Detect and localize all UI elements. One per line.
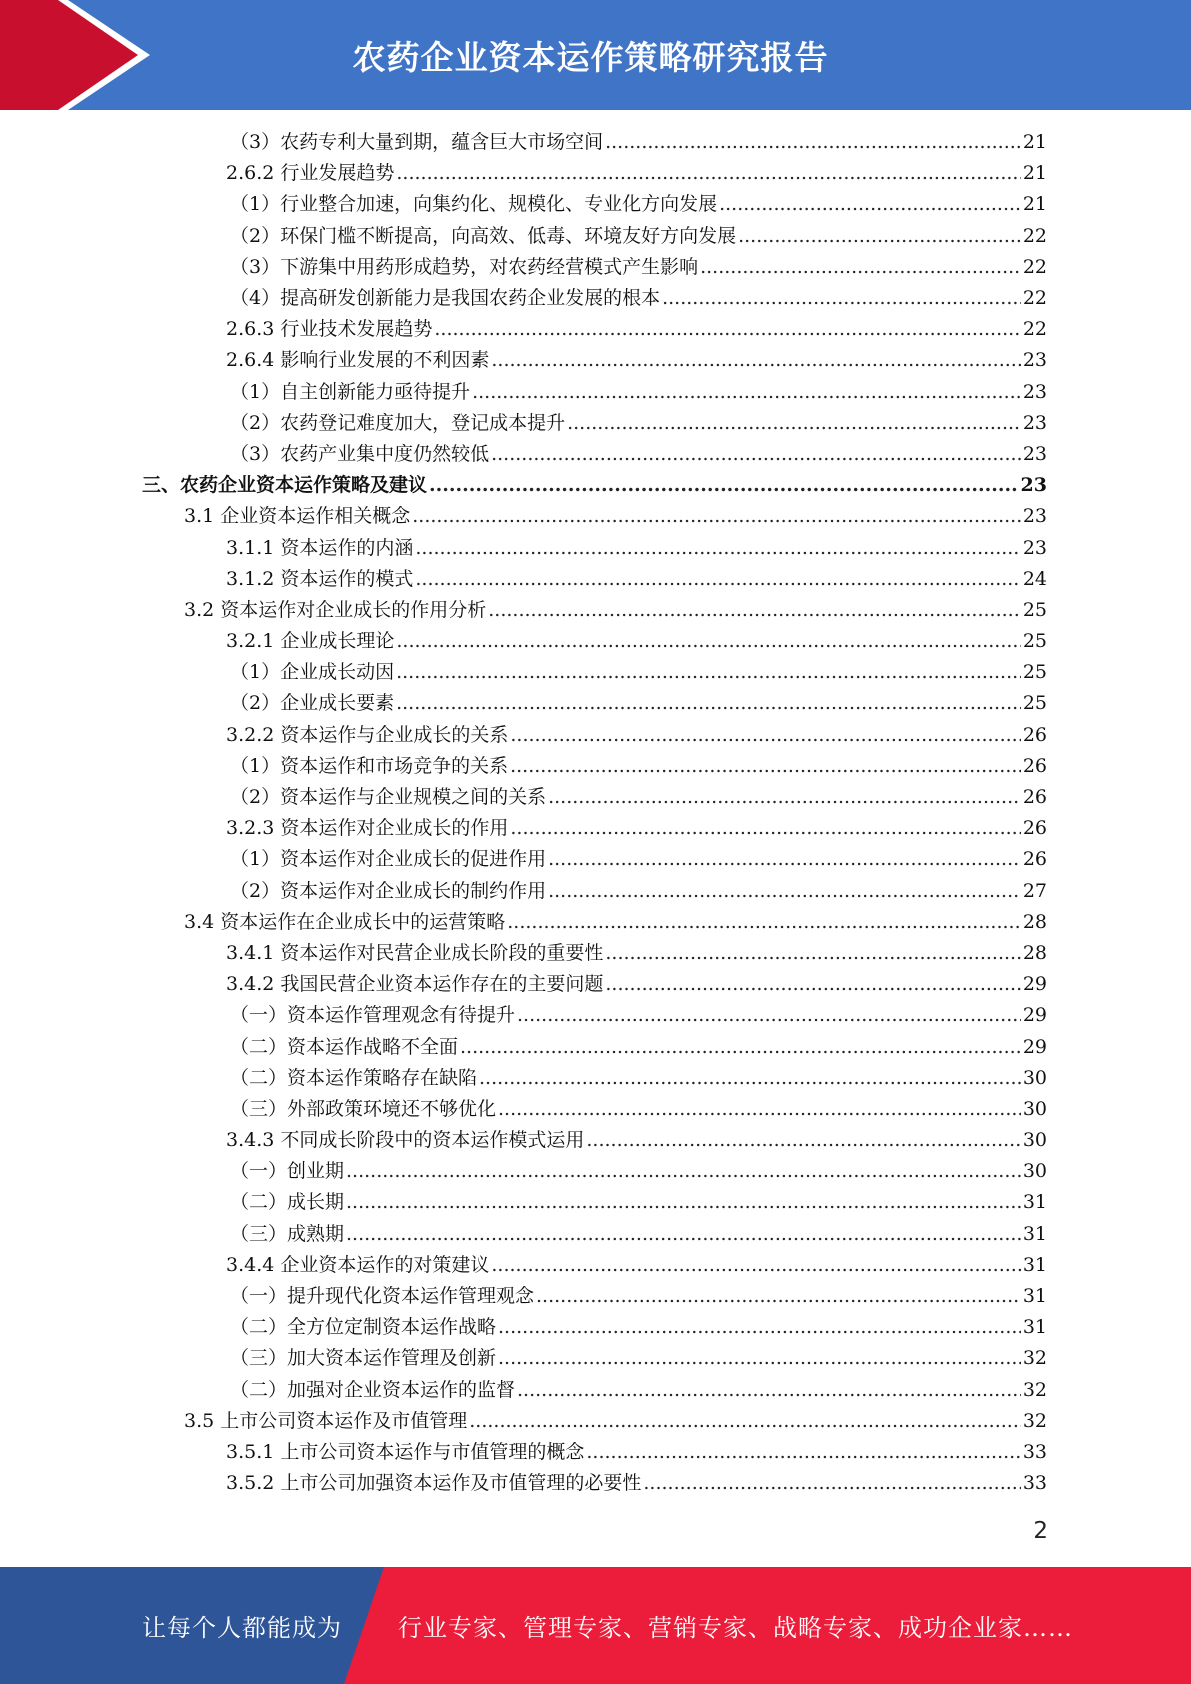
toc-entry-label: 3.5.2 上市公司加强资本运作及市值管理的必要性 <box>226 1472 642 1495</box>
toc-entry-page: 32 <box>1022 1347 1047 1370</box>
toc-leader-dots <box>700 252 1021 283</box>
toc-entry-page: 30 <box>1022 1129 1047 1152</box>
toc-entry-page: 23 <box>1022 505 1047 528</box>
toc-entry-page: 33 <box>1022 1440 1047 1463</box>
toc-entry[interactable] <box>0 813 1191 844</box>
toc-entry-label: （3）下游集中用药形成趋势，对农药经营模式产生影响 <box>230 255 699 278</box>
toc-entry[interactable] <box>0 844 1191 875</box>
toc-entry-label: （二）资本运作策略存在缺陷 <box>230 1066 478 1089</box>
toc-entry-page: 32 <box>1022 1378 1047 1401</box>
toc-entry-page: 23 <box>1022 349 1047 372</box>
toc-entry-label: （1）资本运作对企业成长的促进作用 <box>230 848 547 871</box>
toc-entry-page: 29 <box>1022 1035 1047 1058</box>
toc-entry-page: 23 <box>1022 380 1047 403</box>
toc-entry-page: 26 <box>1022 723 1047 746</box>
toc-entry-label: 3.1.1 资本运作的内涵 <box>226 536 414 559</box>
toc-entry[interactable] <box>0 688 1191 719</box>
toc-entry-label: （2）企业成长要素 <box>230 692 395 715</box>
toc-entry-label: （1）资本运作和市场竞争的关系 <box>230 754 509 777</box>
toc-entry-label: 3.2.1 企业成长理论 <box>226 630 395 653</box>
toc-leader-dots <box>719 189 1021 220</box>
toc-entry[interactable] <box>0 1187 1191 1218</box>
toc-entry[interactable] <box>0 1312 1191 1343</box>
toc-entry-page: 29 <box>1022 973 1047 996</box>
toc-entry[interactable] <box>0 657 1191 688</box>
toc-entry[interactable] <box>0 1000 1191 1031</box>
toc-entry-page: 30 <box>1022 1066 1047 1089</box>
toc-entry[interactable] <box>0 158 1191 189</box>
toc-entry-page: 29 <box>1022 1004 1047 1027</box>
toc-entry[interactable] <box>0 876 1191 907</box>
toc-entry-page: 23 <box>1022 536 1047 559</box>
toc-entry-label: 3.5 上市公司资本运作及市值管理 <box>184 1409 468 1432</box>
toc-entry[interactable] <box>0 969 1191 1000</box>
toc-entry-page: 22 <box>1022 255 1047 278</box>
toc-entry[interactable] <box>0 595 1191 626</box>
toc-leader-dots <box>434 314 1020 345</box>
toc-entry[interactable] <box>0 1437 1191 1468</box>
toc-entry-label: （一）提升现代化资本运作管理观念 <box>230 1285 535 1308</box>
toc-entry-label: 3.1 企业资本运作相关概念 <box>184 505 411 528</box>
toc-leader-dots <box>346 1219 1021 1250</box>
toc-entry-page: 23 <box>1020 474 1047 497</box>
toc-entry[interactable] <box>0 1219 1191 1250</box>
toc-leader-dots <box>605 127 1021 158</box>
toc-leader-dots <box>507 907 1021 938</box>
toc-entry-page: 26 <box>1022 754 1047 777</box>
toc-leader-dots <box>498 1094 1021 1125</box>
toc-entry-label: 3.4.2 我国民营企业资本运作存在的主要问题 <box>226 973 604 996</box>
toc-leader-dots <box>491 345 1020 376</box>
toc-entry-page: 23 <box>1022 442 1047 465</box>
toc-entry-page: 25 <box>1022 692 1047 715</box>
toc-entry-page: 30 <box>1022 1160 1047 1183</box>
toc-entry[interactable] <box>0 782 1191 813</box>
toc-entry-page: 26 <box>1022 817 1047 840</box>
toc-leader-dots <box>510 720 1020 751</box>
toc-entry[interactable] <box>0 751 1191 782</box>
toc-leader-dots <box>396 158 1020 189</box>
toc-entry[interactable] <box>0 1156 1191 1187</box>
toc-leader-dots <box>548 844 1021 875</box>
toc-entry-page: 25 <box>1022 630 1047 653</box>
toc-entry[interactable] <box>0 1343 1191 1374</box>
toc-entry-label: （1）自主创新能力亟待提升 <box>230 380 471 403</box>
toc-leader-dots <box>346 1187 1021 1218</box>
toc-entry-page: 31 <box>1022 1285 1047 1308</box>
footer-slogan-left: 让每个人都能成为 <box>142 1614 342 1642</box>
toc-entry-label: 3.2.2 资本运作与企业成长的关系 <box>226 723 509 746</box>
toc-leader-dots <box>498 1343 1021 1374</box>
toc-leader-dots <box>479 1063 1021 1094</box>
toc-entry-page: 30 <box>1022 1097 1047 1120</box>
toc-entry-label: 三、农药企业资本运作策略及建议 <box>142 474 428 497</box>
toc-leader-dots <box>517 1000 1021 1031</box>
toc-entry[interactable] <box>0 1281 1191 1312</box>
toc-entry-page: 25 <box>1022 661 1047 684</box>
toc-entry-label: 3.2.3 资本运作对企业成长的作用 <box>226 817 509 840</box>
toc-entry-label: （3）农药专利大量到期，蕴含巨大市场空间 <box>230 131 604 154</box>
toc-leader-dots <box>548 876 1021 907</box>
toc-leader-dots <box>586 1125 1020 1156</box>
toc-leader-dots <box>662 283 1021 314</box>
toc-leader-dots <box>605 969 1020 1000</box>
toc-entry[interactable] <box>0 252 1191 283</box>
toc-entry[interactable] <box>0 127 1191 158</box>
toc-entry-page: 26 <box>1022 848 1047 871</box>
toc-entry[interactable] <box>0 377 1191 408</box>
toc-entry-page: 31 <box>1022 1191 1047 1214</box>
toc-entry[interactable] <box>0 626 1191 657</box>
toc-entry[interactable] <box>0 1125 1191 1156</box>
toc-entry-page: 31 <box>1022 1316 1047 1339</box>
toc-entry-label: （2）资本运作与企业规模之间的关系 <box>230 786 547 809</box>
toc-entry-label: （二）资本运作战略不全面 <box>230 1035 459 1058</box>
toc-leader-dots <box>469 1406 1021 1437</box>
toc-entry-label: （三）加大资本运作管理及创新 <box>230 1347 497 1370</box>
toc-entry-page: 25 <box>1022 598 1047 621</box>
toc-leader-dots <box>429 470 1019 501</box>
toc-entry[interactable] <box>0 1406 1191 1437</box>
toc-leader-dots <box>415 533 1020 564</box>
report-title: 农药企业资本运作策略研究报告 <box>352 37 829 77</box>
toc-entry-page: 28 <box>1022 941 1047 964</box>
toc-entry-label: 2.6.3 行业技术发展趋势 <box>226 318 433 341</box>
toc-entry[interactable] <box>0 283 1191 314</box>
toc-leader-dots <box>548 782 1021 813</box>
toc-entry-label: （3）农药产业集中度仍然较低 <box>230 442 490 465</box>
toc-entry-label: 3.1.2 资本运作的模式 <box>226 567 414 590</box>
toc-leader-dots <box>738 221 1021 252</box>
toc-leader-dots <box>415 564 1020 595</box>
toc-entry-page: 31 <box>1022 1253 1047 1276</box>
toc-leader-dots <box>567 408 1021 439</box>
toc-entry-label: （一）资本运作管理观念有待提升 <box>230 1004 516 1027</box>
toc-entry-page: 24 <box>1022 567 1047 590</box>
toc-leader-dots <box>412 501 1021 532</box>
toc-entry[interactable] <box>0 1375 1191 1406</box>
toc-leader-dots <box>498 1312 1021 1343</box>
toc-entry-page: 26 <box>1022 786 1047 809</box>
toc-entry-label: （三）成熟期 <box>230 1222 345 1245</box>
toc-entry[interactable] <box>0 501 1191 532</box>
toc-entry-label: （一）创业期 <box>230 1160 345 1183</box>
toc-entry-label: （2）资本运作对企业成长的制约作用 <box>230 879 547 902</box>
toc-entry-page: 22 <box>1022 287 1047 310</box>
toc-leader-dots <box>536 1281 1021 1312</box>
toc-entry-page: 21 <box>1022 131 1047 154</box>
toc-entry[interactable] <box>0 314 1191 345</box>
toc-entry-page: 22 <box>1022 318 1047 341</box>
toc-entry[interactable] <box>0 189 1191 220</box>
red-arrow-decoration <box>0 0 150 110</box>
toc-entry-label: 3.4.1 资本运作对民营企业成长阶段的重要性 <box>226 941 604 964</box>
toc-entry-page: 33 <box>1022 1472 1047 1495</box>
toc-entry[interactable] <box>0 470 1191 501</box>
toc-entry[interactable] <box>0 1094 1191 1125</box>
toc-entry-label: （2）农药登记难度加大，登记成本提升 <box>230 411 566 434</box>
toc-entry[interactable] <box>0 221 1191 252</box>
toc-entry[interactable] <box>0 907 1191 938</box>
toc-entry-page: 23 <box>1022 411 1047 434</box>
toc-entry-label: 3.4 资本运作在企业成长中的运营策略 <box>184 910 506 933</box>
toc-entry-label: 3.4.3 不同成长阶段中的资本运作模式运用 <box>226 1129 585 1152</box>
toc-leader-dots <box>396 626 1020 657</box>
toc-leader-dots <box>491 439 1021 470</box>
toc-entry-label: 3.2 资本运作对企业成长的作用分析 <box>184 598 487 621</box>
toc-leader-dots <box>605 938 1020 969</box>
toc-entry-page: 21 <box>1022 162 1047 185</box>
toc-entry[interactable] <box>0 439 1191 470</box>
toc-leader-dots <box>472 377 1021 408</box>
table-of-contents <box>0 127 1191 1499</box>
toc-entry-page: 32 <box>1022 1409 1047 1432</box>
toc-entry[interactable] <box>0 1063 1191 1094</box>
toc-entry-label: 3.5.1 上市公司资本运作与市值管理的概念 <box>226 1440 585 1463</box>
toc-entry-label: （二）全方位定制资本运作战略 <box>230 1316 497 1339</box>
toc-leader-dots <box>643 1468 1020 1499</box>
toc-entry-label: （二）成长期 <box>230 1191 345 1214</box>
toc-leader-dots <box>396 657 1021 688</box>
toc-entry-label: （二）加强对企业资本运作的监督 <box>230 1378 516 1401</box>
toc-leader-dots <box>510 751 1021 782</box>
toc-entry[interactable] <box>0 345 1191 376</box>
toc-entry-page: 22 <box>1022 224 1047 247</box>
page-number: 2 <box>1033 1518 1048 1544</box>
toc-leader-dots <box>517 1375 1021 1406</box>
toc-leader-dots <box>510 813 1020 844</box>
toc-leader-dots <box>586 1437 1020 1468</box>
toc-leader-dots <box>460 1032 1021 1063</box>
toc-entry-label: 3.4.4 企业资本运作的对策建议 <box>226 1253 490 1276</box>
toc-entry-label: （2）环保门槛不断提高，向高效、低毒、环境友好方向发展 <box>230 224 737 247</box>
toc-entry-page: 27 <box>1022 879 1047 902</box>
toc-leader-dots <box>396 688 1021 719</box>
toc-entry-label: （1）行业整合加速，向集约化、规模化、专业化方向发展 <box>230 193 718 216</box>
toc-leader-dots <box>488 595 1021 626</box>
toc-entry[interactable] <box>0 1468 1191 1499</box>
page-header <box>0 0 1191 110</box>
toc-entry-label: （4）提高研发创新能力是我国农药企业发展的根本 <box>230 287 661 310</box>
toc-entry-label: 2.6.2 行业发展趋势 <box>226 162 395 185</box>
toc-entry-label: （三）外部政策环境还不够优化 <box>230 1097 497 1120</box>
toc-entry[interactable] <box>0 938 1191 969</box>
toc-entry[interactable] <box>0 1250 1191 1281</box>
toc-entry-page: 28 <box>1022 910 1047 933</box>
toc-entry[interactable] <box>0 532 1191 563</box>
toc-entry-page: 31 <box>1022 1222 1047 1245</box>
toc-entry-label: 2.6.4 影响行业发展的不利因素 <box>226 349 490 372</box>
toc-leader-dots <box>491 1250 1020 1281</box>
page-footer <box>0 1567 1191 1684</box>
toc-entry-label: （1）企业成长动因 <box>230 661 395 684</box>
toc-entry[interactable] <box>0 1031 1191 1062</box>
toc-entry[interactable] <box>0 408 1191 439</box>
toc-entry-page: 21 <box>1022 193 1047 216</box>
footer-slogan-right: 行业专家、管理专家、营销专家、战略专家、成功企业家…… <box>398 1614 1073 1642</box>
toc-entry[interactable] <box>0 564 1191 595</box>
toc-entry[interactable] <box>0 720 1191 751</box>
toc-leader-dots <box>346 1156 1021 1187</box>
